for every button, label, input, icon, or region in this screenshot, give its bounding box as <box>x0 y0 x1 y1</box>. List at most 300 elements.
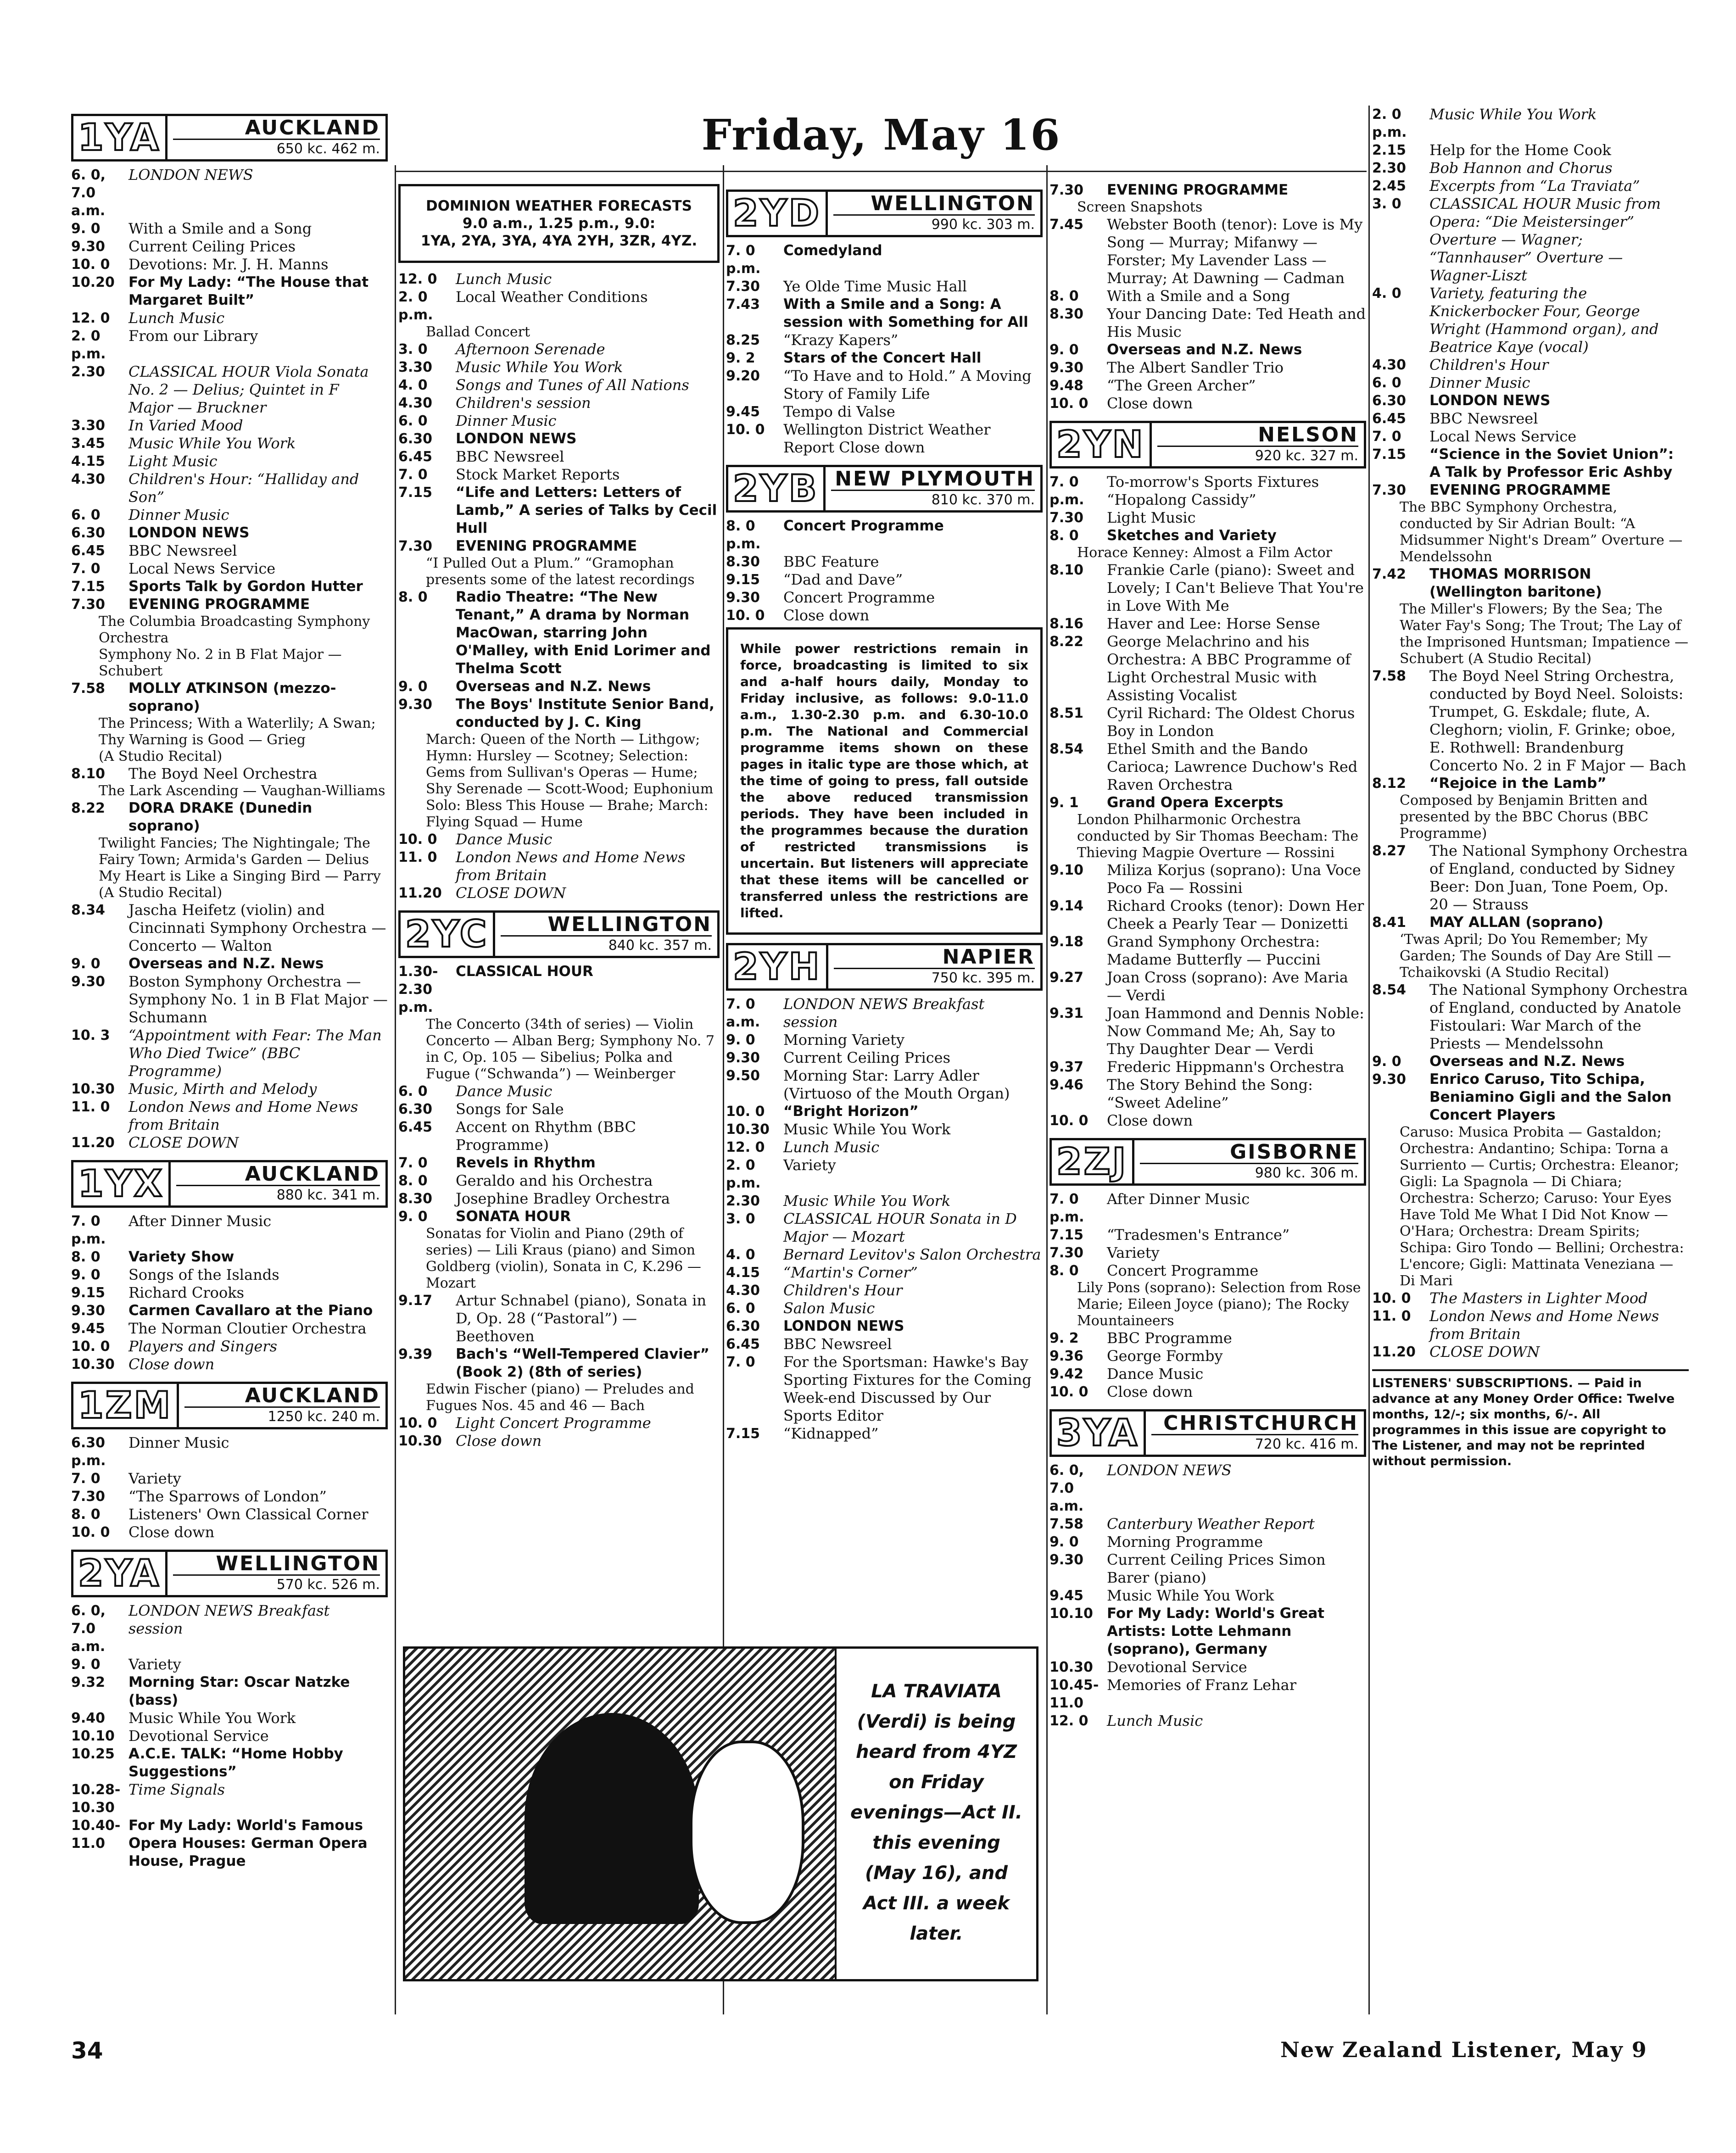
programme-time: 4.30 <box>726 1283 760 1299</box>
programme-item <box>71 1781 388 1817</box>
programme-title: EVENING PROGRAMME <box>1107 182 1289 198</box>
programme-item <box>71 1602 388 1656</box>
programme-time: 4.15 <box>726 1265 760 1281</box>
programme-item <box>71 309 388 327</box>
programme-time: 8.10 <box>1049 562 1084 578</box>
programme-time: 9. 0 <box>71 1267 100 1283</box>
programme-item <box>1049 473 1366 509</box>
programme-time: 8.51 <box>1049 705 1084 721</box>
programme-item <box>398 1118 720 1154</box>
programme-title: Music While You Work <box>1429 106 1597 123</box>
programme-time: 7.58 <box>1372 668 1407 684</box>
programme-item <box>1049 1551 1366 1587</box>
programme-title: “Appointment with Fear: The Man Who Died Twice” (BBC Programme) <box>128 1026 382 1080</box>
programme-time: 9.31 <box>1049 1005 1084 1021</box>
programme-time: 9.15 <box>71 1285 106 1301</box>
programme-title: CLOSE DOWN <box>128 1134 239 1151</box>
programme-item <box>398 1100 720 1118</box>
programme-item <box>726 995 1043 1031</box>
programme-item <box>71 901 388 955</box>
programme-detail: The BBC Symphony Orchestra, conducted by Sir Adrian Boult: “A Midsummer Night's Dream” Overture — Mendelssohn <box>1400 499 1683 565</box>
programme-detail: Lily Pons (soprano): Selection from Rose Marie; Eileen Joyce (piano); The Rocky Mountaineers <box>1077 1280 1361 1329</box>
programme-item <box>726 421 1043 457</box>
programme-item <box>1049 395 1366 413</box>
programme-title: For My Lady: “The House that Margaret Built” <box>128 274 369 308</box>
station-banner-2yc <box>398 910 720 958</box>
programme-item <box>1372 106 1689 141</box>
programme-title: Light Concert Programme <box>456 1414 651 1432</box>
programme-item <box>71 1727 388 1745</box>
programme-time: 9.45 <box>1049 1588 1084 1604</box>
programme-time: 4.30 <box>1372 357 1407 373</box>
programme-time: 10.45-11.0 <box>1049 1677 1099 1711</box>
programme-time: 3. 0 <box>1372 196 1401 212</box>
programme-time: 2. 0 p.m. <box>726 1157 761 1191</box>
station-banner-2zj <box>1049 1138 1366 1186</box>
station-frequency: 980 kc. 306 m. <box>1255 1165 1358 1181</box>
programme-item <box>1049 1004 1366 1058</box>
station-frequency: 880 kc. 341 m. <box>276 1187 380 1203</box>
programme-item <box>726 296 1043 331</box>
programme-item <box>1372 177 1689 195</box>
programme-title: Music While You Work <box>128 435 296 452</box>
programme-title: Close down <box>128 1355 215 1373</box>
programme-time: 2.30 <box>726 1193 760 1209</box>
programme-detail: March: Queen of the North — Lithgow; Hymn: Hursley — Scotney; Selection: Gems from Sullivan's Operas — Hume; Shy Serenade — Scott-Wood; Euphonium Solo: Bless This House — Brahe; March: Flying Squad — Hume <box>426 731 714 830</box>
programme-title: LONDON NEWS <box>1107 1461 1232 1479</box>
station-banner-1yx <box>71 1160 388 1208</box>
programme-time: 7.15 <box>726 1426 760 1442</box>
station-city: NAPIER <box>834 947 1035 969</box>
programme-time: 9.30 <box>71 1303 106 1319</box>
programme-time: 8.10 <box>71 766 106 782</box>
programme-detail: The Lark Ascending — Vaughan-Williams <box>99 783 385 799</box>
programme-item <box>398 1414 720 1432</box>
programme-time: 7. 0 <box>71 1471 100 1487</box>
programme-time: 9.37 <box>1049 1059 1084 1075</box>
programme-item <box>71 506 388 524</box>
programme-time: 7. 0 a.m. <box>726 996 760 1030</box>
programme-item <box>1049 615 1366 633</box>
programme-title: BBC Newsreel <box>1429 410 1538 427</box>
programme-time: 8.16 <box>1049 616 1084 632</box>
programme-time: 10.20 <box>71 274 115 290</box>
programme-time: 9. 1 <box>1049 795 1079 811</box>
programme-time: 8.30 <box>1049 306 1084 322</box>
programme-time: 7.15 <box>71 579 106 595</box>
station-city: NEW PLYMOUTH <box>831 469 1035 491</box>
programme-item <box>1049 1712 1366 1730</box>
programme-time: 4.15 <box>71 453 106 469</box>
programme-title: George Formby <box>1107 1347 1223 1365</box>
programme-item <box>726 517 1043 553</box>
programme-time: 8.12 <box>1372 775 1407 792</box>
programme-title: “Krazy Kapers” <box>783 331 899 349</box>
programme-time: 7.30 <box>1049 1245 1084 1261</box>
opera-scene-image <box>405 1649 837 1979</box>
programme-list-2yd <box>726 242 1043 457</box>
programme-detail: The Columbia Broadcasting Symphony Orchestra <box>99 614 370 646</box>
programme-title: Haver and Lee: Horse Sense <box>1107 615 1320 632</box>
programme-item <box>398 884 720 902</box>
programme-title: “Rejoice in the Lamb” <box>1429 775 1607 792</box>
programme-time: 9.20 <box>726 368 760 384</box>
station-city: GISBORNE <box>1140 1142 1358 1164</box>
programme-detail: Composed by Benjamin Britten and presented by the BBC Chorus (BBC Programme) <box>1400 792 1649 842</box>
station-city: NELSON <box>1157 424 1358 447</box>
programme-time: 10. 0 <box>71 1339 110 1355</box>
programme-title: “Life and Letters: Letters of Lamb,” A series of Talks by Cecil Hull <box>456 484 717 536</box>
programme-title: In Varied Mood <box>128 417 243 434</box>
programme-time: 10. 0 <box>726 608 765 624</box>
programme-item <box>1049 359 1366 377</box>
programme-title: “The Green Archer” <box>1107 377 1256 394</box>
forecast-title: DOMINION WEATHER FORECASTS <box>425 198 692 214</box>
programme-time: 10. 0 <box>71 1524 110 1540</box>
programme-time: 9.46 <box>1049 1077 1084 1093</box>
programme-title: Morning Variety <box>783 1031 905 1049</box>
programme-time: 11. 0 <box>71 1099 110 1115</box>
programme-item <box>71 1817 388 1870</box>
programme-title: Light Music <box>1107 509 1196 526</box>
programme-item <box>1372 1053 1689 1071</box>
programme-time: 4. 0 <box>398 377 428 393</box>
station-frequency: 840 kc. 357 m. <box>608 937 712 954</box>
programme-item <box>71 1248 388 1266</box>
programme-title: The National Symphony Orchestra of England, conducted by Anatole Fistoulari: War March of the Priests — Mendelssohn <box>1429 981 1688 1052</box>
programme-time: 9.18 <box>1049 934 1084 950</box>
station-frequency: 920 kc. 327 m. <box>1255 447 1358 464</box>
programme-item <box>1372 410 1689 428</box>
programme-time: 2.45 <box>1372 178 1407 194</box>
programme-list-2zj <box>1049 1190 1366 1401</box>
programme-title: Local Weather Conditions <box>456 288 648 306</box>
programme-item <box>71 1656 388 1673</box>
programme-title: To-morrow's Sports Fixtures “Hopalong Cassidy” <box>1107 473 1319 508</box>
programme-title: The Norman Cloutier Orchestra <box>128 1320 367 1337</box>
programme-time: 3. 0 <box>726 1211 755 1227</box>
programme-item <box>71 1266 388 1284</box>
programme-title: With a Smile and a Song <box>128 220 312 237</box>
programme-time: 4. 0 <box>1372 285 1401 301</box>
programme-detail: Sonatas for Violin and Piano (29th of series) — Lili Kraus (piano) and Simon Goldberg (violin), Sonata in C, K.296 — Mozart <box>426 1226 701 1291</box>
programme-time: 8. 0 p.m. <box>726 518 761 552</box>
programme-title: Accent on Rhythm (BBC Programme) <box>456 1118 636 1154</box>
programme-item <box>1372 1071 1689 1124</box>
programme-time: 1.30-2.30 p.m. <box>398 964 438 1015</box>
programme-title: Overseas and N.Z. News <box>1107 341 1302 358</box>
programme-title: Overseas and N.Z. News <box>1429 1053 1625 1070</box>
programme-time: 7.30 <box>71 1489 106 1505</box>
header-rule <box>395 171 1367 172</box>
programme-item <box>71 1488 388 1506</box>
programme-title: Dinner Music <box>128 506 229 524</box>
programme-item <box>71 1470 388 1488</box>
station-banner-2yd <box>726 190 1043 237</box>
programme-title: Music While You Work <box>783 1121 951 1138</box>
programme-title: Morning Star: Oscar Natzke (bass) <box>128 1674 350 1708</box>
programme-item <box>71 542 388 560</box>
programme-time: 9. 0 <box>1049 342 1079 358</box>
programme-time: 9.15 <box>726 572 760 588</box>
station-banner-2yn <box>1049 421 1366 469</box>
programme-time: 7. 0 <box>398 1155 428 1171</box>
programme-detail: Ballad Concert <box>426 324 530 340</box>
programme-item <box>1049 1076 1366 1112</box>
programme-title: “Kidnapped” <box>783 1425 879 1442</box>
programme-time: 7. 0 p.m. <box>1049 474 1084 508</box>
programme-item <box>71 799 388 835</box>
station-city: AUCKLAND <box>173 117 380 140</box>
programme-time: 8.30 <box>726 554 760 570</box>
programme-time: 9.39 <box>398 1346 433 1362</box>
programme-title: EVENING PROGRAMME <box>1429 482 1611 498</box>
programme-item <box>398 288 720 324</box>
programme-time: 7.15 <box>1372 446 1407 463</box>
programme-time: 7. 0 <box>398 467 428 483</box>
forecast-stations: 1YA, 2YA, 3YA, 4YA 2YH, 3ZR, 4YZ. <box>420 233 698 249</box>
programme-time: 10. 0 <box>1049 1384 1088 1400</box>
programme-time: 7.43 <box>726 296 760 312</box>
programme-detail: Screen Snapshots <box>1077 199 1203 215</box>
programme-title: Variety <box>128 1656 181 1673</box>
programme-time: 3.45 <box>71 435 106 452</box>
programme-time: 8.54 <box>1049 741 1084 757</box>
programme-item <box>398 340 720 358</box>
station-logo: 3YA <box>1052 1411 1146 1455</box>
programme-time: 6.30 <box>398 431 433 447</box>
programme-title: Dinner Music <box>456 412 557 429</box>
programme-time: 2.30 <box>71 364 106 380</box>
programme-list-2yc <box>398 963 720 1450</box>
programme-item <box>398 358 720 376</box>
programme-title: LONDON NEWS <box>456 430 577 447</box>
programme-item <box>1049 527 1366 545</box>
programme-time: 8.22 <box>1049 634 1084 650</box>
programme-time: 7.45 <box>1049 217 1084 233</box>
programme-title: Boston Symphony Orchestra — Symphony No. 1 in B Flat Major — Schumann <box>128 973 388 1026</box>
programme-item <box>726 553 1043 571</box>
programme-item <box>1049 377 1366 395</box>
programme-item <box>726 1156 1043 1192</box>
programme-time: 10.30 <box>71 1356 115 1372</box>
programme-item <box>726 403 1043 421</box>
programme-item <box>71 560 388 578</box>
programme-title: Listeners' Own Classical Corner <box>128 1506 368 1523</box>
programme-time: 8. 0 <box>1049 528 1079 544</box>
programme-time: 9.30 <box>1372 1071 1407 1088</box>
station-logo: 2YD <box>728 192 828 235</box>
programme-title: Lunch Music <box>456 270 552 288</box>
programme-item <box>726 1067 1043 1103</box>
column-2 <box>398 181 720 1450</box>
programme-title: For the Sportsman: Hawke's Bay Sporting Fixtures for the Coming Week-end Discussed by Our Sports Editor <box>783 1353 1032 1424</box>
programme-item <box>71 238 388 256</box>
programme-item <box>398 848 720 884</box>
programme-item <box>1372 565 1689 601</box>
programme-list-3ya <box>1049 1461 1366 1730</box>
programme-detail: Edwin Fischer (piano) — Preludes and Fugues Nos. 45 and 46 — Bach <box>426 1381 694 1414</box>
programme-title: “The Sparrows of London” <box>128 1488 327 1505</box>
programme-time: 8. 0 <box>71 1506 100 1523</box>
programme-item <box>726 1317 1043 1335</box>
programme-item <box>398 412 720 430</box>
programme-title: Sports Talk by Gordon Hutter <box>128 578 363 595</box>
station-logo: 2YA <box>73 1552 167 1595</box>
programme-title: Local News Service <box>128 560 276 577</box>
programme-title: Songs of the Islands <box>128 1266 279 1283</box>
station-logo: 1ZM <box>73 1384 179 1427</box>
programme-item <box>726 607 1043 625</box>
programme-detail: Symphony No. 2 in B Flat Major — Schubert <box>99 647 342 679</box>
programme-title: Help for the Home Cook <box>1429 141 1611 159</box>
programme-title: George Melachrino and his Orchestra: A BBC Programme of Light Orchestral Music with Assisting Vocalist <box>1107 633 1351 704</box>
programme-time: 10.30 <box>1049 1659 1093 1675</box>
programme-time: 11.20 <box>398 885 442 901</box>
subscriptions-notice: LISTENERS' SUBSCRIPTIONS. — Paid in advance at any Money Order Office: Twelve months, 12/-; six months, 6/-. All programmes in this issue are copyright to The Listener, and may not be reprinted without permission. <box>1372 1369 1689 1469</box>
programme-item <box>398 1154 720 1172</box>
station-logo: 1YX <box>73 1162 171 1205</box>
programme-title: London News and Home News from Britain <box>1429 1307 1659 1343</box>
programme-item <box>71 1355 388 1373</box>
programme-title: Grand Symphony Orchestra: Madame Butterfly — Puccini <box>1107 933 1321 968</box>
programme-title: Current Ceiling Prices Simon Barer (piano) <box>1107 1551 1326 1586</box>
programme-time: 6. 0 <box>398 1083 428 1099</box>
programme-time: 10. 0 <box>726 422 765 438</box>
programme-title: Variety <box>128 1470 181 1487</box>
programme-item <box>71 765 388 783</box>
programme-title: The Masters in Lighter Mood <box>1429 1289 1648 1307</box>
programme-time: 9.30 <box>1049 1552 1084 1568</box>
programme-title: Children's Hour <box>783 1282 903 1299</box>
programme-time: 3.30 <box>71 418 106 434</box>
programme-item <box>71 166 388 220</box>
programme-title: Lunch Music <box>128 309 225 327</box>
programme-title: Close down <box>128 1523 215 1541</box>
programme-time: 9.30 <box>71 974 106 990</box>
programme-item <box>1049 897 1366 933</box>
programme-item <box>726 1282 1043 1300</box>
programme-item <box>71 955 388 973</box>
page-header <box>399 110 1363 161</box>
programme-item <box>398 1292 720 1345</box>
programme-title: Jascha Heifetz (violin) and Cincinnati Symphony Orchestra — Concerto — Walton <box>128 901 386 954</box>
station-frequency: 720 kc. 416 m. <box>1255 1436 1358 1452</box>
programme-title: The National Symphony Orchestra of England, conducted by Sidney Beer: Don Juan, Tone Poem, Op. 20 — Strauss <box>1429 842 1688 913</box>
programme-list-2yh-continued <box>1049 181 1366 413</box>
programme-list-2yh <box>726 995 1043 1443</box>
programme-time: 8. 0 <box>398 589 428 605</box>
programme-title: CLOSE DOWN <box>456 884 566 902</box>
programme-item <box>1049 1058 1366 1076</box>
programme-item <box>1372 428 1689 446</box>
programme-time: 9.36 <box>1049 1348 1084 1364</box>
programme-detail: ‘Twas April; Do You Remember; My Garden; The Sounds of Day Are Still — Tchaikovski (A Studio Recital) <box>1400 931 1671 981</box>
programme-title: LONDON NEWS <box>128 524 250 541</box>
programme-title: LONDON NEWS <box>783 1318 904 1334</box>
programme-time: 10.40-11.0 <box>71 1818 121 1852</box>
programme-time: 2. 0 p.m. <box>1372 106 1407 140</box>
programme-item <box>1049 305 1366 341</box>
programme-time: 9. 0 <box>398 1209 428 1225</box>
programme-item <box>726 1246 1043 1264</box>
programme-item <box>71 1134 388 1152</box>
programme-title: Variety, featuring the Knickerbocker Four, George Wright (Hammond organ), and Beatrice Kaye (vocal) <box>1429 284 1659 356</box>
programme-title: Carmen Cavallaro at the Piano <box>128 1302 373 1319</box>
programme-time: 10.10 <box>71 1728 115 1744</box>
programme-item <box>71 256 388 273</box>
programme-detail: My Heart is Like a Singing Bird — Parry (A Studio Recital) <box>99 868 381 901</box>
programme-time: 6.30 <box>1372 393 1407 409</box>
programme-time: 7.30 <box>1049 510 1084 526</box>
programme-title: Bach's “Well-Tempered Clavier” (Book 2) (8th of series) <box>456 1346 710 1380</box>
programme-title: Salon Music <box>783 1300 875 1317</box>
programme-item <box>1049 1226 1366 1244</box>
programme-title: With a Smile and a Song: A session with Something for All <box>783 296 1028 330</box>
programme-title: “Martin's Corner” <box>783 1264 918 1281</box>
programme-title: Dinner Music <box>1429 374 1530 391</box>
programme-title: London News and Home News from Britain <box>456 848 686 884</box>
programme-title: Close down <box>1107 395 1193 412</box>
programme-list-1zm <box>71 1434 388 1541</box>
programme-item <box>71 596 388 614</box>
programme-item <box>1049 704 1366 740</box>
programme-time: 7.30 <box>71 597 106 613</box>
programme-title: For My Lady: World's Great Artists: Lotte Lehmann (soprano), Germany <box>1107 1605 1325 1657</box>
programme-time: 6. 0 <box>398 413 428 429</box>
programme-item <box>1372 284 1689 356</box>
programme-list-2ya <box>71 1602 388 1870</box>
programme-item <box>726 1210 1043 1246</box>
programme-title: Current Ceiling Prices <box>783 1049 950 1066</box>
programme-title: Afternoon Serenade <box>456 340 605 358</box>
programme-item <box>1049 1365 1366 1383</box>
programme-title: The Boys' Institute Senior Band, conducted by J. C. King <box>456 696 714 731</box>
programme-title: EVENING PROGRAMME <box>128 596 310 613</box>
programme-time: 9.10 <box>1049 862 1084 878</box>
programme-title: Devotional Service <box>1107 1658 1247 1676</box>
programme-title: Morning Programme <box>1107 1533 1263 1551</box>
column-3 <box>726 181 1043 1443</box>
station-city: AUCKLAND <box>176 1164 380 1186</box>
programme-title: Webster Booth (tenor): Love is My Song — Murray; Mifanwy — Forster; My Lavender Lass — Murray; At Dawning — Cadman <box>1107 216 1363 287</box>
programme-title: The Story Behind the Song: “Sweet Adeline” <box>1107 1076 1313 1111</box>
programme-detail: Twilight Fancies; The Nightingale; The Fairy Town; Armida's Garden — Delius <box>99 835 370 868</box>
programme-title: THOMAS MORRISON (Wellington baritone) <box>1429 566 1602 600</box>
programme-list-1yx <box>71 1212 388 1373</box>
programme-title: Variety <box>783 1156 836 1174</box>
programme-title: Dance Music <box>456 1082 553 1100</box>
programme-item <box>1372 481 1689 499</box>
programme-time: 6.45 <box>1372 411 1407 427</box>
programme-title: For My Lady: World's Famous Opera Houses: German Opera House, Prague <box>128 1817 368 1869</box>
programme-title: Children's session <box>456 394 591 412</box>
programme-title: BBC Newsreel <box>128 542 237 559</box>
station-frequency: 650 kc. 462 m. <box>276 140 380 157</box>
programme-time: 10.30 <box>398 1433 442 1449</box>
column-4 <box>1049 181 1366 1730</box>
programme-time: 10. 0 <box>1372 1290 1411 1306</box>
programme-time: 2. 0 p.m. <box>398 289 433 323</box>
programme-time: 7.30 <box>726 279 760 295</box>
programme-item <box>71 273 388 309</box>
programme-title: Joan Cross (soprano): Ave Maria — Verdi <box>1107 969 1348 1004</box>
station-logo: 2YH <box>728 945 828 988</box>
programme-item <box>726 349 1043 367</box>
programme-item <box>1049 509 1366 527</box>
programme-time: 6. 0 <box>726 1300 755 1316</box>
programme-title: “Dad and Dave” <box>783 571 903 588</box>
